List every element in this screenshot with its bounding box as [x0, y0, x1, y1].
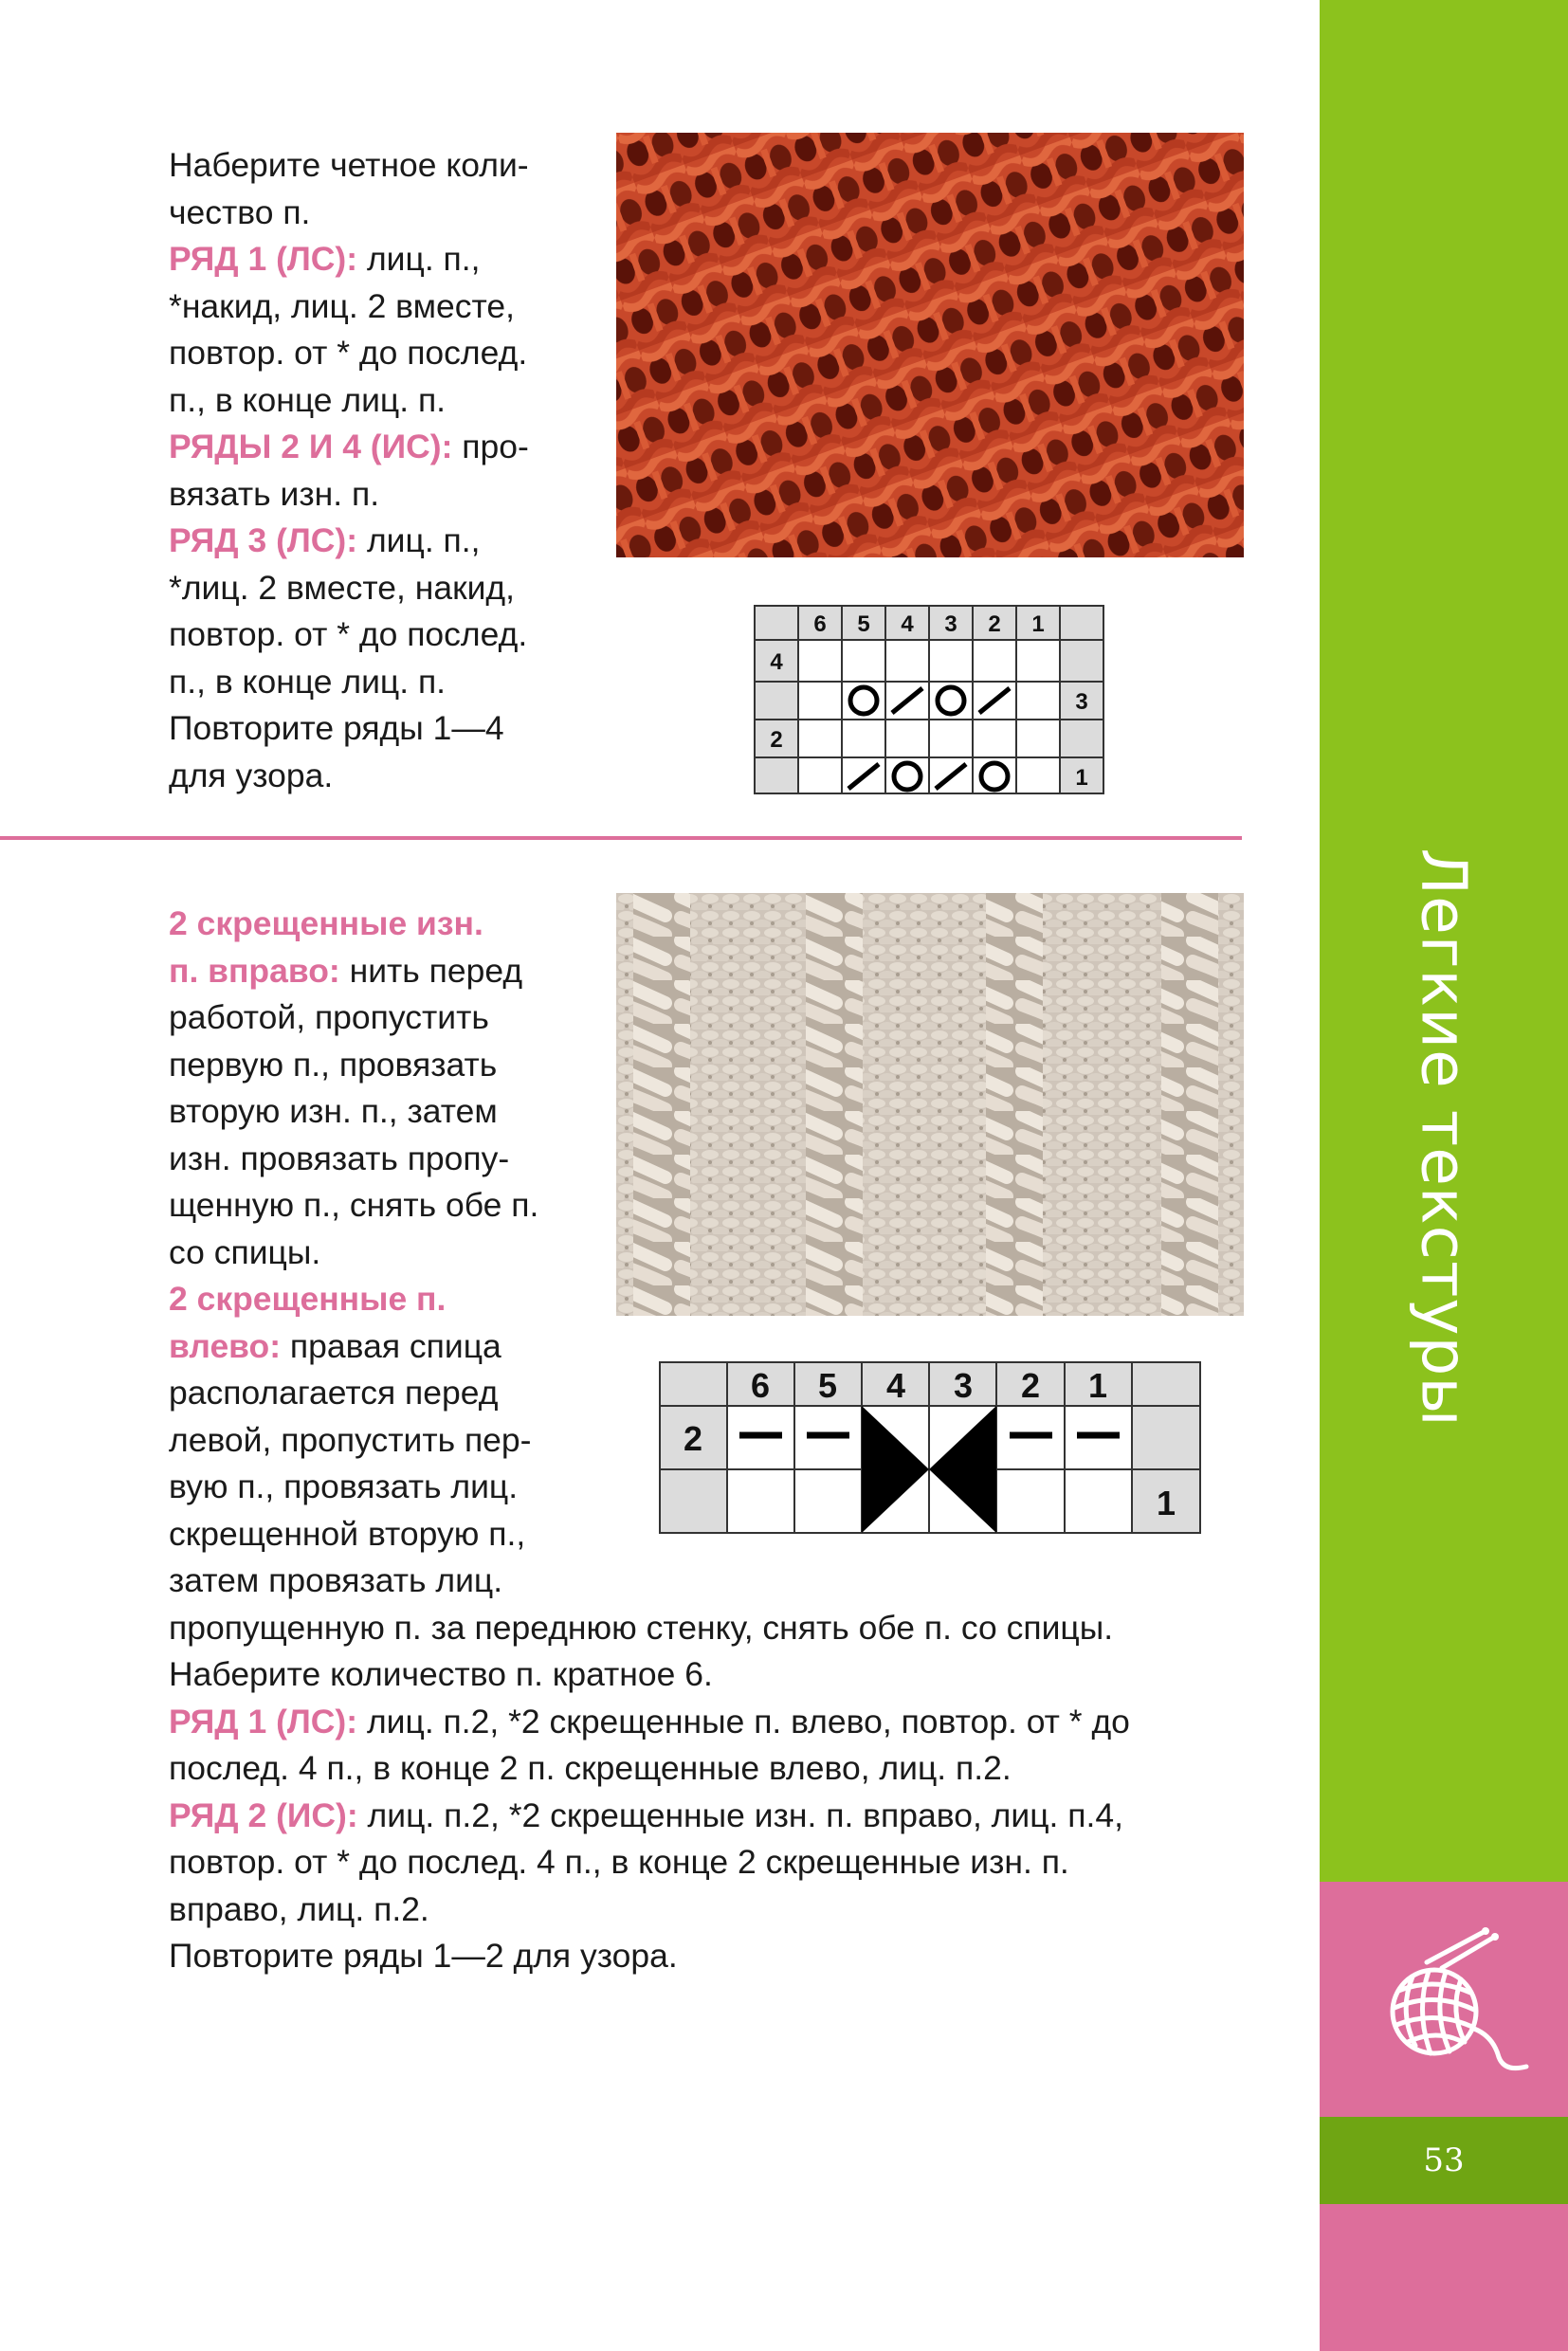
row-label: 2	[770, 727, 783, 753]
text-line: вую п., провязать лиц.	[169, 1467, 519, 1505]
text-line: влево: правая спица	[169, 1326, 501, 1365]
text-line: затем провязать лиц.	[169, 1561, 503, 1599]
row-label: 3	[1075, 689, 1088, 715]
sidebar-title: Легкие текстуры	[1407, 847, 1481, 1428]
text-line: Повторите ряды 1—2 для узора.	[169, 1937, 678, 1975]
text-line: п. вправо: нить перед	[169, 951, 523, 990]
text-line: первую п., провязать	[169, 1045, 498, 1084]
col-number: 5	[857, 611, 870, 637]
section-divider	[0, 836, 1242, 840]
section2-instructions	[169, 901, 1130, 1980]
text-line: повтор. от * до послед.	[169, 615, 528, 653]
text-line: вправо, лиц. п.2.	[169, 1889, 429, 1928]
text-line: *лиц. 2 вместе, накид,	[169, 568, 516, 607]
col-number: 6	[813, 611, 827, 637]
text-line: РЯД 3 (ЛС): лиц. п.,	[169, 521, 481, 559]
text-line: *накид, лиц. 2 вместе,	[169, 286, 516, 325]
row-label: 1	[1075, 765, 1088, 791]
sidebar-bottom-panel	[1320, 2204, 1568, 2351]
row-label: 2	[683, 1419, 703, 1458]
col-number: 4	[885, 1366, 906, 1405]
text-line: п., в конце лиц. п.	[169, 380, 447, 419]
col-number: 4	[901, 611, 914, 637]
text-line: 2 скрещенные п.	[169, 1280, 447, 1318]
col-number: 2	[988, 611, 1001, 637]
sidebar-title-container	[1320, 847, 1568, 1428]
text-line: щенную п., снять обе п.	[169, 1186, 539, 1224]
lace-stitch-photo	[616, 133, 1244, 557]
col-number: 3	[944, 611, 957, 637]
row-label: 1	[1156, 1484, 1176, 1522]
text-line: располагается перед	[169, 1374, 499, 1412]
lace-stitch-chart	[754, 605, 1104, 794]
text-line: изн. провязать пропу-	[169, 1139, 510, 1177]
text-line: работой, пропустить	[169, 998, 489, 1036]
col-number: 2	[1020, 1366, 1041, 1405]
col-number: 3	[953, 1366, 974, 1405]
text-line: РЯД 1 (ЛС): лиц. п.2, *2 скрещенные п. влево, повтор. от * до	[169, 1702, 1130, 1740]
row-label: 4	[770, 649, 783, 675]
text-line: левой, пропустить пер-	[169, 1420, 532, 1459]
text-line: чество п.	[169, 192, 311, 231]
text-line: повтор. от * до послед. 4 п., в конце 2 скрещенные изн. п.	[169, 1843, 1069, 1881]
yarn-ball-knitting-needles-icon	[1370, 1924, 1531, 2081]
text-line: послед. 4 п., в конце 2 п. скрещенные влево, лиц. п.2.	[169, 1749, 1012, 1787]
col-number: 1	[1087, 1366, 1108, 1405]
text-line: для узора.	[169, 756, 334, 794]
text-line: скрещенной вторую п.,	[169, 1514, 526, 1553]
page-number: 53	[1423, 2141, 1465, 2179]
text-line: Повторите ряды 1—4	[169, 709, 504, 747]
section1-instructions	[169, 142, 529, 799]
text-line: вязать изн. п.	[169, 474, 380, 513]
text-line: РЯДЫ 2 И 4 (ИС): про-	[169, 428, 529, 465]
col-number: 5	[817, 1366, 838, 1405]
text-line: 2 скрещенные изн.	[169, 904, 483, 942]
text-line: со спицы.	[169, 1232, 321, 1271]
text-line: повтор. от * до послед.	[169, 334, 528, 372]
text-line: пропущенную п. за переднюю стенку, снять обе п. со спицы.	[169, 1608, 1114, 1647]
text-line: Наберите четное коли-	[169, 146, 529, 184]
col-number: 1	[1031, 611, 1045, 637]
text-line: вторую изн. п., затем	[169, 1092, 498, 1130]
text-line: РЯД 2 (ИС): лиц. п.2, *2 скрещенные изн. п. вправо, лиц. п.4,	[169, 1795, 1123, 1834]
text-line: Наберите количество п. кратное 6.	[169, 1655, 713, 1693]
col-number: 6	[750, 1366, 771, 1405]
text-line: п., в конце лиц. п.	[169, 662, 447, 701]
text-line: РЯД 1 (ЛС): лиц. п.,	[169, 240, 481, 278]
